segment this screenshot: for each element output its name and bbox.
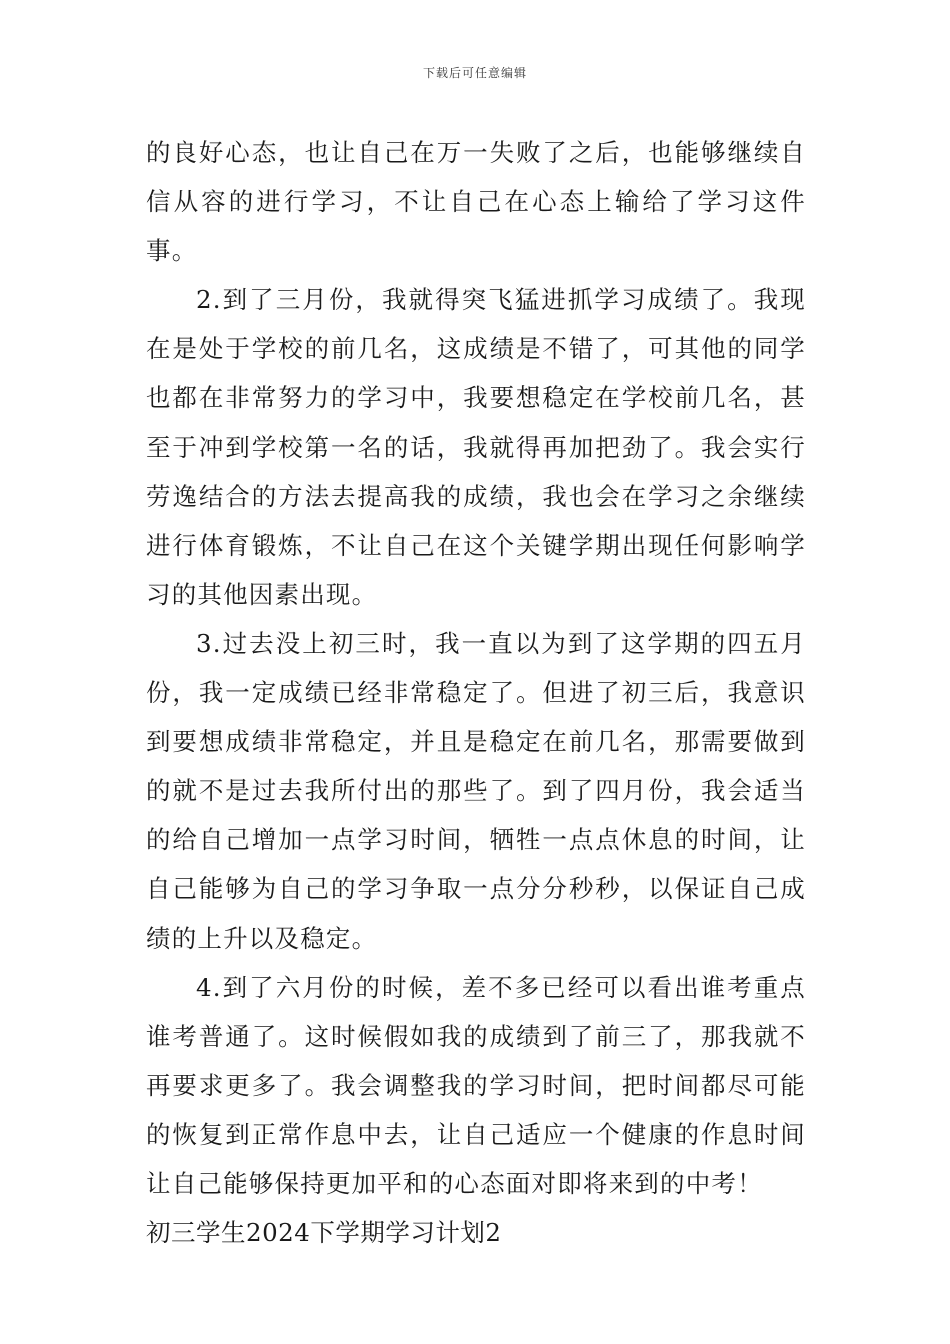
paragraph-item-3: 3.过去没上初三时，我一直以为到了这学期的四五月份，我一定成绩已经非常稳定了。但进了初三后，我意识到要想成绩非常稳定，并且是稳定在前几名，那需要做到的就不是过去我所付出的那些了。到了四月份，我会适当的给自己增加一点学习时间，牺牲一点点休息的时间，让自己能够为自己的学习争取一点分分秒秒，以保证自己成绩的上升以及稳定。 [146,628,806,953]
section-heading: 初三学生2024下学期学习计划2 [146,1218,502,1248]
document-body [146,128,806,1257]
page-header: 下载后可任意编辑 [422,66,527,80]
paragraph-item-2: 2.到了三月份，我就得突飞猛进抓学习成绩了。我现在是处于学校的前几名，这成绩是不错了，可其他的同学也都在非常努力的学习中，我要想稳定在学校前几名，甚至于冲到学校第一名的话，我就得再加把劲了。我会实行劳逸结合的方法去提高我的成绩，我也会在学习之余继续进行体育锻炼，不让自己在这个关键学期出现任何影响学习的其他因素出现。 [146,285,806,609]
paragraph-item-4: 4.到了六月份的时候，差不多已经可以看出谁考重点谁考普通了。这时候假如我的成绩到了前三了，那我就不再要求更多了。我会调整我的学习时间，把时间都尽可能的恢复到正常作息中去，让自己适应一个健康的作息时间让自己能够保持更加平和的心态面对即将来到的中考！ [146,972,806,1198]
paragraph-continuation: 的良好心态，也让自己在万一失败了之后，也能够继续自信从容的进行学习，不让自己在心态上输给了学习这件事。 [146,138,806,266]
